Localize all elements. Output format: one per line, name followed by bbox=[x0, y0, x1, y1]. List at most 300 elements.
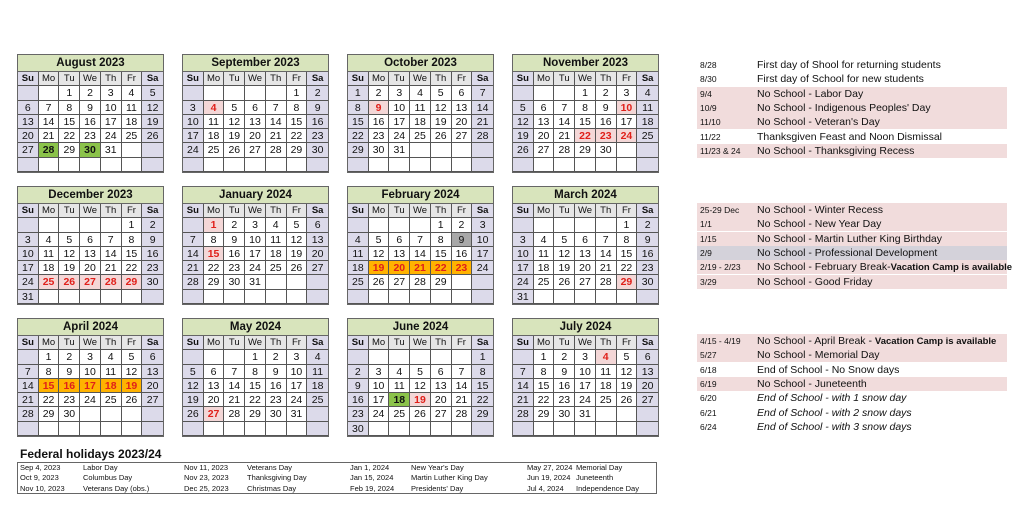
day-cell: 12 bbox=[513, 115, 534, 129]
event-text: No School - Good Friday bbox=[757, 275, 873, 288]
day-cell: 2 bbox=[369, 86, 390, 100]
day-cell: 29 bbox=[39, 407, 60, 421]
empty-cell bbox=[142, 290, 163, 304]
day-cell: 27 bbox=[245, 143, 266, 157]
day-cell: 17 bbox=[369, 393, 390, 407]
day-cell: 26 bbox=[287, 261, 308, 275]
day-name: Su bbox=[18, 336, 39, 350]
day-cell: 27 bbox=[204, 407, 225, 421]
day-cell: 15 bbox=[122, 247, 143, 261]
empty-cell bbox=[183, 290, 204, 304]
event-text: End of School - No Snow days bbox=[757, 363, 900, 376]
day-cell: 30 bbox=[142, 275, 163, 289]
empty-cell bbox=[472, 275, 493, 289]
day-cell: 24 bbox=[617, 129, 638, 143]
day-cell: 11 bbox=[348, 247, 369, 261]
day-cell: 10 bbox=[472, 233, 493, 247]
day-cell: 28 bbox=[472, 129, 493, 143]
day-cell: 18 bbox=[389, 393, 410, 407]
day-cell: 8 bbox=[575, 101, 596, 115]
event-text: No School - Professional Development bbox=[757, 246, 938, 259]
empty-cell bbox=[431, 158, 452, 172]
month-may-2024 bbox=[182, 318, 329, 437]
empty-cell bbox=[80, 407, 101, 421]
day-cell: 8 bbox=[348, 101, 369, 115]
day-name: Th bbox=[101, 72, 122, 86]
empty-cell bbox=[534, 422, 555, 436]
event-row bbox=[697, 203, 1007, 217]
empty-cell bbox=[534, 290, 555, 304]
day-cell: 28 bbox=[266, 143, 287, 157]
day-name: Mo bbox=[369, 72, 390, 86]
day-cell: 4 bbox=[266, 218, 287, 232]
event-text: No School - New Year Day bbox=[757, 218, 882, 231]
empty-cell bbox=[224, 86, 245, 100]
day-name: Sa bbox=[142, 336, 163, 350]
day-cell: 30 bbox=[307, 143, 328, 157]
empty-cell bbox=[596, 422, 617, 436]
day-name: Su bbox=[348, 336, 369, 350]
day-name: Mo bbox=[534, 204, 555, 218]
empty-cell bbox=[452, 422, 473, 436]
empty-cell bbox=[287, 158, 308, 172]
day-name: Mo bbox=[534, 72, 555, 86]
event-row bbox=[697, 260, 1013, 274]
day-cell: 17 bbox=[80, 379, 101, 393]
day-name: Fr bbox=[617, 204, 638, 218]
day-cell: 30 bbox=[369, 143, 390, 157]
day-cell: 11 bbox=[204, 115, 225, 129]
empty-cell bbox=[80, 158, 101, 172]
day-cell: 12 bbox=[431, 101, 452, 115]
day-cell: 8 bbox=[287, 101, 308, 115]
day-cell: 3 bbox=[575, 350, 596, 364]
month-days bbox=[513, 204, 658, 304]
day-cell: 28 bbox=[18, 407, 39, 421]
day-cell: 30 bbox=[554, 407, 575, 421]
day-cell: 11 bbox=[101, 365, 122, 379]
event-date: 6/21 bbox=[700, 407, 717, 418]
day-cell: 3 bbox=[245, 218, 266, 232]
day-cell: 21 bbox=[183, 261, 204, 275]
empty-cell bbox=[204, 86, 225, 100]
day-cell: 6 bbox=[575, 233, 596, 247]
event-text: No School - Thanksgiving Recess bbox=[757, 144, 915, 157]
day-name: Th bbox=[596, 336, 617, 350]
day-cell: 2 bbox=[142, 218, 163, 232]
empty-cell bbox=[369, 218, 390, 232]
day-cell: 25 bbox=[637, 129, 658, 143]
day-name: Mo bbox=[39, 72, 60, 86]
holiday-name: New Year's Day bbox=[411, 463, 464, 472]
day-cell: 16 bbox=[266, 379, 287, 393]
day-cell: 5 bbox=[410, 365, 431, 379]
day-cell: 24 bbox=[183, 143, 204, 157]
day-cell: 17 bbox=[101, 115, 122, 129]
event-date: 25-29 Dec bbox=[700, 205, 740, 215]
month-title: July 2024 bbox=[513, 319, 658, 336]
day-cell: 18 bbox=[637, 115, 658, 129]
day-name: Su bbox=[183, 204, 204, 218]
holiday-date: May 27, 2024 bbox=[527, 463, 573, 472]
day-cell: 22 bbox=[617, 261, 638, 275]
day-cell: 4 bbox=[204, 101, 225, 115]
day-cell: 19 bbox=[122, 379, 143, 393]
day-cell: 18 bbox=[39, 261, 60, 275]
empty-cell bbox=[369, 422, 390, 436]
day-cell: 17 bbox=[287, 379, 308, 393]
day-cell: 30 bbox=[59, 407, 80, 421]
day-cell: 24 bbox=[575, 393, 596, 407]
day-cell: 3 bbox=[18, 233, 39, 247]
empty-cell bbox=[204, 158, 225, 172]
day-cell: 15 bbox=[575, 115, 596, 129]
day-name: We bbox=[575, 336, 596, 350]
day-cell: 25 bbox=[410, 129, 431, 143]
day-cell: 24 bbox=[18, 275, 39, 289]
day-cell: 9 bbox=[554, 365, 575, 379]
empty-cell bbox=[307, 275, 328, 289]
day-cell: 9 bbox=[348, 379, 369, 393]
empty-cell bbox=[101, 407, 122, 421]
day-cell: 31 bbox=[575, 407, 596, 421]
empty-cell bbox=[513, 86, 534, 100]
day-cell: 28 bbox=[224, 407, 245, 421]
empty-cell bbox=[18, 158, 39, 172]
day-cell: 16 bbox=[452, 247, 473, 261]
event-row bbox=[697, 130, 1007, 144]
day-cell: 28 bbox=[596, 275, 617, 289]
day-cell: 29 bbox=[348, 143, 369, 157]
day-cell: 10 bbox=[513, 247, 534, 261]
day-name: Fr bbox=[122, 204, 143, 218]
day-name: We bbox=[575, 204, 596, 218]
day-cell: 22 bbox=[287, 129, 308, 143]
day-name: Th bbox=[596, 72, 617, 86]
day-cell: 14 bbox=[596, 247, 617, 261]
day-name: We bbox=[80, 204, 101, 218]
day-cell: 22 bbox=[348, 129, 369, 143]
day-cell: 20 bbox=[204, 393, 225, 407]
day-name: Th bbox=[266, 72, 287, 86]
day-cell: 24 bbox=[369, 407, 390, 421]
empty-cell bbox=[39, 86, 60, 100]
day-cell: 27 bbox=[431, 407, 452, 421]
day-cell: 14 bbox=[39, 115, 60, 129]
day-cell: 14 bbox=[18, 379, 39, 393]
day-cell: 23 bbox=[637, 261, 658, 275]
empty-cell bbox=[183, 86, 204, 100]
day-cell: 11 bbox=[596, 365, 617, 379]
empty-cell bbox=[637, 158, 658, 172]
empty-cell bbox=[389, 290, 410, 304]
day-name: We bbox=[245, 204, 266, 218]
day-cell: 4 bbox=[101, 350, 122, 364]
day-cell: 2 bbox=[554, 350, 575, 364]
empty-cell bbox=[554, 422, 575, 436]
day-cell: 30 bbox=[596, 143, 617, 157]
holiday-date: Nov 10, 2023 bbox=[20, 483, 65, 493]
day-cell: 26 bbox=[122, 393, 143, 407]
empty-cell bbox=[204, 290, 225, 304]
day-cell: 19 bbox=[431, 115, 452, 129]
day-cell: 10 bbox=[101, 101, 122, 115]
day-cell: 26 bbox=[142, 129, 163, 143]
empty-cell bbox=[389, 350, 410, 364]
event-date: 6/18 bbox=[700, 364, 717, 375]
day-cell: 1 bbox=[472, 350, 493, 364]
empty-cell bbox=[59, 218, 80, 232]
day-cell: 18 bbox=[410, 115, 431, 129]
day-cell: 19 bbox=[142, 115, 163, 129]
day-cell: 21 bbox=[18, 393, 39, 407]
day-name: Fr bbox=[452, 204, 473, 218]
day-cell: 9 bbox=[637, 233, 658, 247]
day-name: Sa bbox=[142, 204, 163, 218]
empty-cell bbox=[554, 290, 575, 304]
empty-cell bbox=[348, 290, 369, 304]
day-cell: 2 bbox=[59, 350, 80, 364]
day-cell: 28 bbox=[183, 275, 204, 289]
empty-cell bbox=[617, 158, 638, 172]
event-text: First day of Shool for returning students bbox=[757, 59, 941, 71]
empty-cell bbox=[452, 350, 473, 364]
day-cell: 12 bbox=[59, 247, 80, 261]
day-cell: 30 bbox=[224, 275, 245, 289]
day-cell: 10 bbox=[369, 379, 390, 393]
day-cell: 22 bbox=[534, 393, 555, 407]
day-cell: 16 bbox=[142, 247, 163, 261]
holiday-date: Dec 25, 2023 bbox=[184, 483, 229, 493]
empty-cell bbox=[101, 290, 122, 304]
day-name: We bbox=[245, 336, 266, 350]
day-cell: 7 bbox=[452, 365, 473, 379]
day-name: Tu bbox=[554, 72, 575, 86]
empty-cell bbox=[534, 218, 555, 232]
empty-cell bbox=[513, 158, 534, 172]
day-cell: 24 bbox=[80, 393, 101, 407]
day-name: Th bbox=[266, 336, 287, 350]
day-cell: 28 bbox=[39, 143, 60, 157]
day-cell: 1 bbox=[617, 218, 638, 232]
day-name: We bbox=[80, 72, 101, 86]
day-cell: 21 bbox=[472, 115, 493, 129]
event-text: No School - Indigenous Peoples' Day bbox=[757, 101, 931, 114]
day-cell: 16 bbox=[224, 247, 245, 261]
day-cell: 24 bbox=[389, 129, 410, 143]
day-cell: 1 bbox=[287, 86, 308, 100]
day-cell: 12 bbox=[617, 365, 638, 379]
day-cell: 4 bbox=[39, 233, 60, 247]
empty-cell bbox=[183, 422, 204, 436]
event-text: No School - Veteran's Day bbox=[757, 116, 880, 129]
empty-cell bbox=[101, 422, 122, 436]
day-name: Mo bbox=[369, 336, 390, 350]
day-cell: 24 bbox=[101, 129, 122, 143]
empty-cell bbox=[513, 422, 534, 436]
day-cell: 13 bbox=[142, 365, 163, 379]
empty-cell bbox=[348, 158, 369, 172]
day-cell: 16 bbox=[596, 115, 617, 129]
event-row bbox=[697, 72, 1007, 86]
empty-cell bbox=[637, 143, 658, 157]
month-title: November 2023 bbox=[513, 55, 658, 72]
holiday-name: Columbus Day bbox=[83, 473, 133, 483]
day-cell: 29 bbox=[617, 275, 638, 289]
federal-row bbox=[18, 463, 656, 473]
day-name: Sa bbox=[637, 72, 658, 86]
event-row bbox=[697, 115, 1007, 129]
month-title: September 2023 bbox=[183, 55, 328, 72]
day-cell: 19 bbox=[224, 129, 245, 143]
day-cell: 22 bbox=[472, 393, 493, 407]
day-cell: 1 bbox=[39, 350, 60, 364]
empty-cell bbox=[617, 422, 638, 436]
day-cell: 3 bbox=[183, 101, 204, 115]
empty-cell bbox=[575, 422, 596, 436]
day-cell: 2 bbox=[80, 86, 101, 100]
day-cell: 14 bbox=[224, 379, 245, 393]
empty-cell bbox=[369, 350, 390, 364]
empty-cell bbox=[596, 158, 617, 172]
day-cell: 13 bbox=[204, 379, 225, 393]
event-date: 2/9 bbox=[700, 247, 712, 258]
event-date: 4/15 - 4/19 bbox=[700, 336, 741, 346]
day-cell: 14 bbox=[513, 379, 534, 393]
day-cell: 16 bbox=[348, 393, 369, 407]
day-name: Su bbox=[183, 72, 204, 86]
day-cell: 20 bbox=[534, 129, 555, 143]
day-name: Su bbox=[513, 204, 534, 218]
day-cell: 18 bbox=[307, 379, 328, 393]
day-name: Fr bbox=[122, 336, 143, 350]
day-name: Fr bbox=[287, 336, 308, 350]
event-date: 1/1 bbox=[700, 219, 712, 230]
day-cell: 10 bbox=[245, 233, 266, 247]
day-cell: 20 bbox=[389, 261, 410, 275]
day-cell: 2 bbox=[224, 218, 245, 232]
event-date: 6/24 bbox=[700, 421, 717, 432]
day-cell: 21 bbox=[266, 129, 287, 143]
empty-cell bbox=[452, 290, 473, 304]
day-cell: 29 bbox=[204, 275, 225, 289]
day-cell: 1 bbox=[245, 350, 266, 364]
day-cell: 4 bbox=[122, 86, 143, 100]
day-name: We bbox=[410, 204, 431, 218]
day-cell: 8 bbox=[122, 233, 143, 247]
day-name: Tu bbox=[59, 204, 80, 218]
day-cell: 5 bbox=[513, 101, 534, 115]
empty-cell bbox=[472, 290, 493, 304]
empty-cell bbox=[266, 275, 287, 289]
day-cell: 18 bbox=[122, 115, 143, 129]
day-cell: 8 bbox=[39, 365, 60, 379]
empty-cell bbox=[617, 407, 638, 421]
day-cell: 1 bbox=[122, 218, 143, 232]
empty-cell bbox=[431, 422, 452, 436]
day-cell: 15 bbox=[534, 379, 555, 393]
day-cell: 22 bbox=[204, 261, 225, 275]
event-text: End of School - with 3 snow days bbox=[757, 420, 912, 433]
day-cell: 22 bbox=[245, 393, 266, 407]
empty-cell bbox=[142, 407, 163, 421]
day-cell: 16 bbox=[369, 115, 390, 129]
day-cell: 15 bbox=[204, 247, 225, 261]
day-cell: 9 bbox=[142, 233, 163, 247]
day-cell: 27 bbox=[389, 275, 410, 289]
empty-cell bbox=[410, 143, 431, 157]
empty-cell bbox=[287, 275, 308, 289]
event-row bbox=[697, 217, 1007, 231]
day-cell: 20 bbox=[575, 261, 596, 275]
day-cell: 14 bbox=[101, 247, 122, 261]
day-cell: 27 bbox=[534, 143, 555, 157]
day-cell: 13 bbox=[575, 247, 596, 261]
month-april-2024 bbox=[17, 318, 164, 437]
day-cell: 3 bbox=[617, 86, 638, 100]
day-cell: 20 bbox=[18, 129, 39, 143]
day-cell: 12 bbox=[369, 247, 390, 261]
holiday-name: Presidents' Day bbox=[411, 483, 464, 493]
day-cell: 28 bbox=[452, 407, 473, 421]
day-cell: 25 bbox=[534, 275, 555, 289]
month-march-2024 bbox=[512, 186, 659, 305]
month-days bbox=[348, 72, 493, 172]
empty-cell bbox=[637, 422, 658, 436]
day-name: Su bbox=[183, 336, 204, 350]
empty-cell bbox=[122, 158, 143, 172]
day-name: We bbox=[245, 72, 266, 86]
day-cell: 30 bbox=[80, 143, 101, 157]
day-name: Th bbox=[431, 204, 452, 218]
day-cell: 8 bbox=[431, 233, 452, 247]
day-cell: 5 bbox=[369, 233, 390, 247]
day-cell: 4 bbox=[389, 365, 410, 379]
day-cell: 19 bbox=[617, 379, 638, 393]
month-days bbox=[513, 336, 658, 436]
day-cell: 12 bbox=[183, 379, 204, 393]
day-name: Th bbox=[101, 336, 122, 350]
day-name: Sa bbox=[637, 204, 658, 218]
day-cell: 29 bbox=[245, 407, 266, 421]
day-cell: 21 bbox=[513, 393, 534, 407]
day-cell: 11 bbox=[266, 233, 287, 247]
day-cell: 24 bbox=[472, 261, 493, 275]
empty-cell bbox=[59, 158, 80, 172]
day-name: Sa bbox=[637, 336, 658, 350]
month-title: December 2023 bbox=[18, 187, 163, 204]
day-cell: 29 bbox=[287, 143, 308, 157]
day-cell: 22 bbox=[59, 129, 80, 143]
month-title: March 2024 bbox=[513, 187, 658, 204]
day-cell: 8 bbox=[534, 365, 555, 379]
event-date: 8/30 bbox=[700, 74, 717, 85]
day-cell: 5 bbox=[431, 86, 452, 100]
day-cell: 5 bbox=[122, 350, 143, 364]
day-cell: 24 bbox=[287, 393, 308, 407]
event-text: No School - April Break - Vacation Camp is available bbox=[757, 335, 997, 347]
day-cell: 7 bbox=[513, 365, 534, 379]
day-cell: 13 bbox=[452, 101, 473, 115]
holiday-name: Juneteenth bbox=[576, 473, 614, 483]
day-cell: 5 bbox=[183, 365, 204, 379]
day-cell: 8 bbox=[472, 365, 493, 379]
empty-cell bbox=[18, 422, 39, 436]
empty-cell bbox=[122, 422, 143, 436]
day-cell: 5 bbox=[287, 218, 308, 232]
day-cell: 1 bbox=[204, 218, 225, 232]
day-cell: 23 bbox=[596, 129, 617, 143]
